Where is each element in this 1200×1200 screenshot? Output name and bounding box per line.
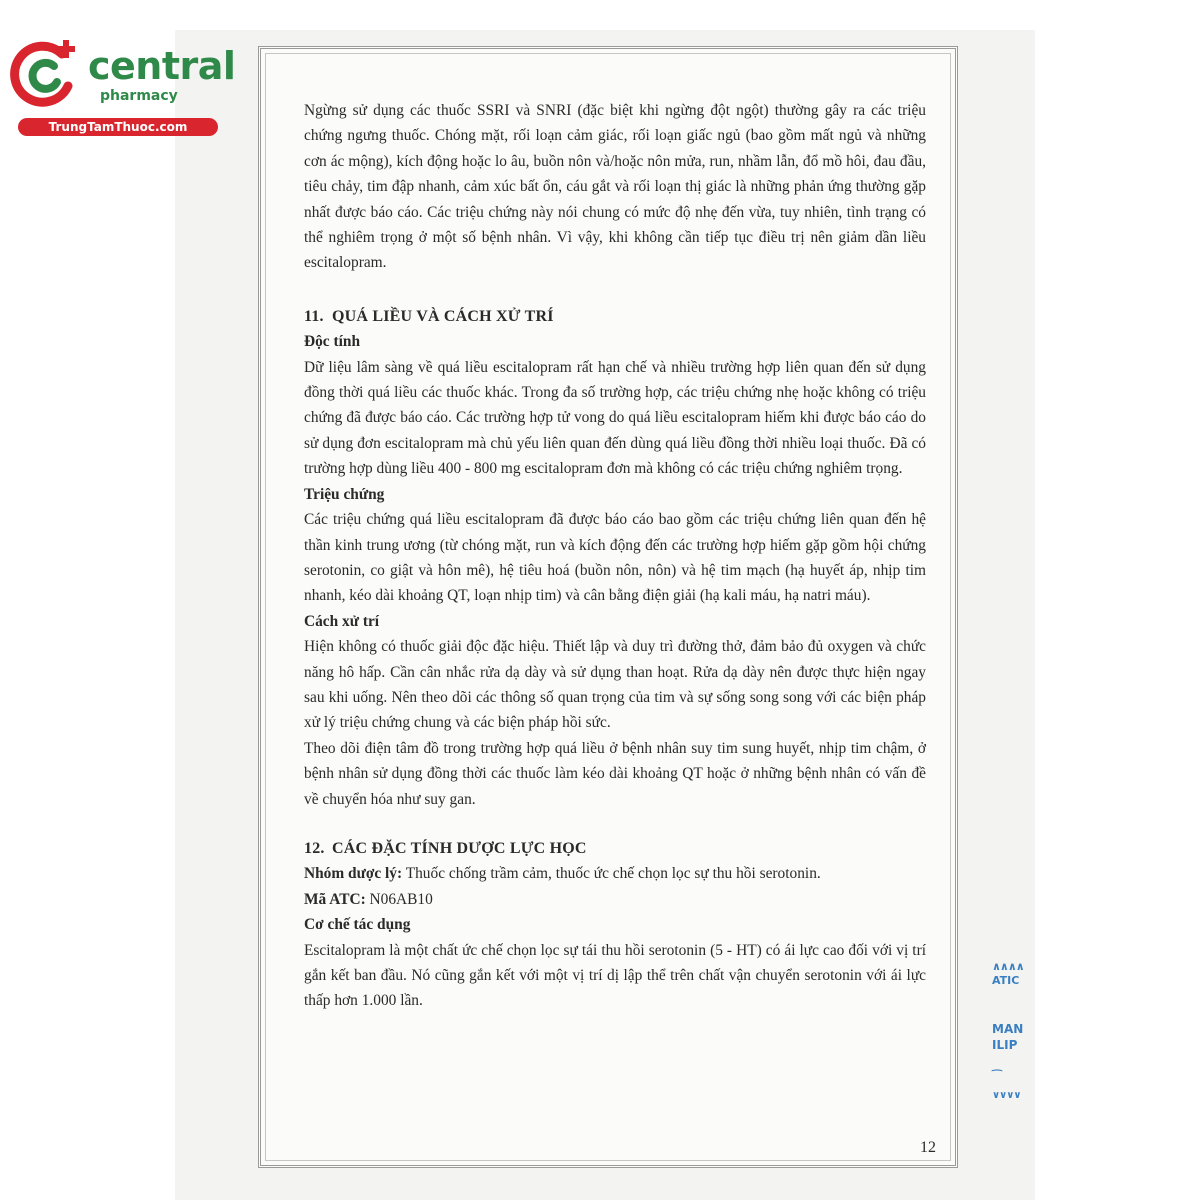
symptoms-paragraph: Các triệu chứng quá liều escitalopram đã được báo cáo bao gồm các triệu chứng liên quan đến hệ thần kinh trung ương (từ chóng mặt, run và kích động đến các trường hợp hiếm gặp gồm hội chứng serotonin, co giật và hôn mê), hệ tiêu hoá (buồn nôn, nôn) và hệ tim mạch (hạ huyết áp, nhịp tim nhanh, kéo dài khoảng QT, loạn nhịp tim) và cân bằng điện giải (hạ kali máu, hạ natri máu).	[304, 511, 926, 605]
section-11-title	[304, 304, 926, 329]
logo-website: TrungTamThuoc.com	[18, 118, 218, 136]
logo-brand-name: central	[88, 44, 236, 88]
atc-code-value: N06AB10	[365, 890, 433, 908]
pharmacologic-group-value: Thuốc chống trầm cảm, thuốc ức chế chọn lọc sự thu hồi serotonin.	[402, 865, 821, 883]
stamp-text-2: MAN	[992, 1022, 1024, 1036]
page-number: 12	[920, 1139, 936, 1156]
section-11-number: 11.	[304, 307, 324, 325]
section-12-title-text: CÁC ĐẶC TÍNH DƯỢC LỰC HỌC	[332, 839, 587, 857]
stamp-wave-mark: ∧∧∧∧	[992, 960, 1024, 973]
logo-subtitle: pharmacy	[100, 88, 178, 104]
pharmacy-logo-icon	[10, 38, 82, 110]
stamp-curve-mark: ⁀	[992, 1070, 1002, 1084]
mechanism-heading: Cơ chế tác dụng	[304, 916, 411, 934]
toxicity-paragraph: Dữ liệu lâm sàng về quá liều escitalopram rất hạn chế và nhiều trường hợp liên quan đến sử dụng đồng thời quá liều các thuốc khác. Trong đa số trường hợp, các triệu chứng nhẹ hoặc không có triệu chứng đã được báo cáo. Các trường hợp tử vong do quá liều escitalopram hiếm khi được báo cáo do sử dụng đơn escitalopram mà chủ yếu liên quan đến dùng quá liều đồng thời nhiều loại thuốc. Đã có trường hợp dùng liều 400 - 800 mg escitalopram đơn mà không có các triệu chứng nghiêm trọng.	[304, 358, 926, 478]
section-12-number: 12.	[304, 839, 325, 857]
atc-code-line	[304, 887, 926, 912]
stamp-dots-mark: ∨∨∨∨	[992, 1090, 1021, 1101]
intro-paragraph: Ngừng sử dụng các thuốc SSRI và SNRI (đặc biệt khi ngừng đột ngột) thường gây ra các triệu chứng ngưng thuốc. Chóng mặt, rối loạn cảm giác, rối loạn giấc ngủ (bao gồm mất ngủ và những cơn ác mộng), kích động hoặc lo âu, buồn nôn và/hoặc nôn mửa, run, nhầm lẫn, đổ mồ hôi, đau đầu, tiêu chảy, tim đập nhanh, cảm xúc bất ổn, cáu gắt và rối loạn thị giác là những phản ứng thường gặp nhất được báo cáo. Các triệu chứng này nói chung có mức độ nhẹ đến vừa, tuy nhiên, tình trạng có thể nghiêm trọng ở một số bệnh nhân. Vì vậy, khi không cần tiếp tục điều trị nên giảm dần liều escitalopram.	[304, 102, 926, 272]
stamp-text-1: ATIC	[992, 974, 1020, 987]
mechanism-paragraph: Escitalopram là một chất ức chế chọn lọc sự tái thu hồi serotonin (5 - HT) có ái lực cao đối với vị trí gắn kết ban đầu. Nó cũng gắn kết với một vị trí dị lập thể trên chất vận chuyển serotonin với ái lực thấp hơn 1.000 lần.	[304, 941, 926, 1010]
section-11-title-text: QUÁ LIỀU VÀ CÁCH XỬ TRÍ	[332, 307, 554, 325]
stamp-text-3: ILIP	[992, 1038, 1018, 1052]
atc-code-label: Mã ATC:	[304, 890, 366, 908]
toxicity-heading: Độc tính	[304, 333, 361, 351]
treatment-paragraph-1: Hiện không có thuốc giải độc đặc hiệu. Thiết lập và duy trì đường thở, đảm bảo đủ oxygen và chức năng hô hấp. Cần cân nhắc rửa dạ dày và sử dụng than hoạt. Rửa dạ dày nên được thực hiện ngay sau khi uống. Nên theo dõi các thông số quan trọng của tim và sự sống song song với các biện pháp xử lý triệu chứng chung và các biện pháp hồi sức.	[304, 638, 926, 732]
symptoms-heading: Triệu chứng	[304, 485, 385, 503]
pharmacy-logo	[10, 38, 236, 138]
treatment-paragraph-2: Theo dõi điện tâm đồ trong trường hợp quá liều ở bệnh nhân suy tim sung huyết, nhịp tim chậm, ở bệnh nhân sử dụng đồng thời các thuốc làm kéo dài khoảng QT hoặc ở những bệnh nhân có vấn đề về chuyển hóa như suy gan.	[304, 739, 926, 808]
treatment-heading: Cách xử trí	[304, 612, 380, 630]
document-body	[304, 98, 926, 1014]
stamp-fragment	[992, 960, 1032, 1110]
pharmacologic-group-label: Nhóm dược lý:	[304, 865, 403, 883]
pharmacologic-group-line	[304, 861, 926, 886]
section-12-title	[304, 836, 926, 861]
